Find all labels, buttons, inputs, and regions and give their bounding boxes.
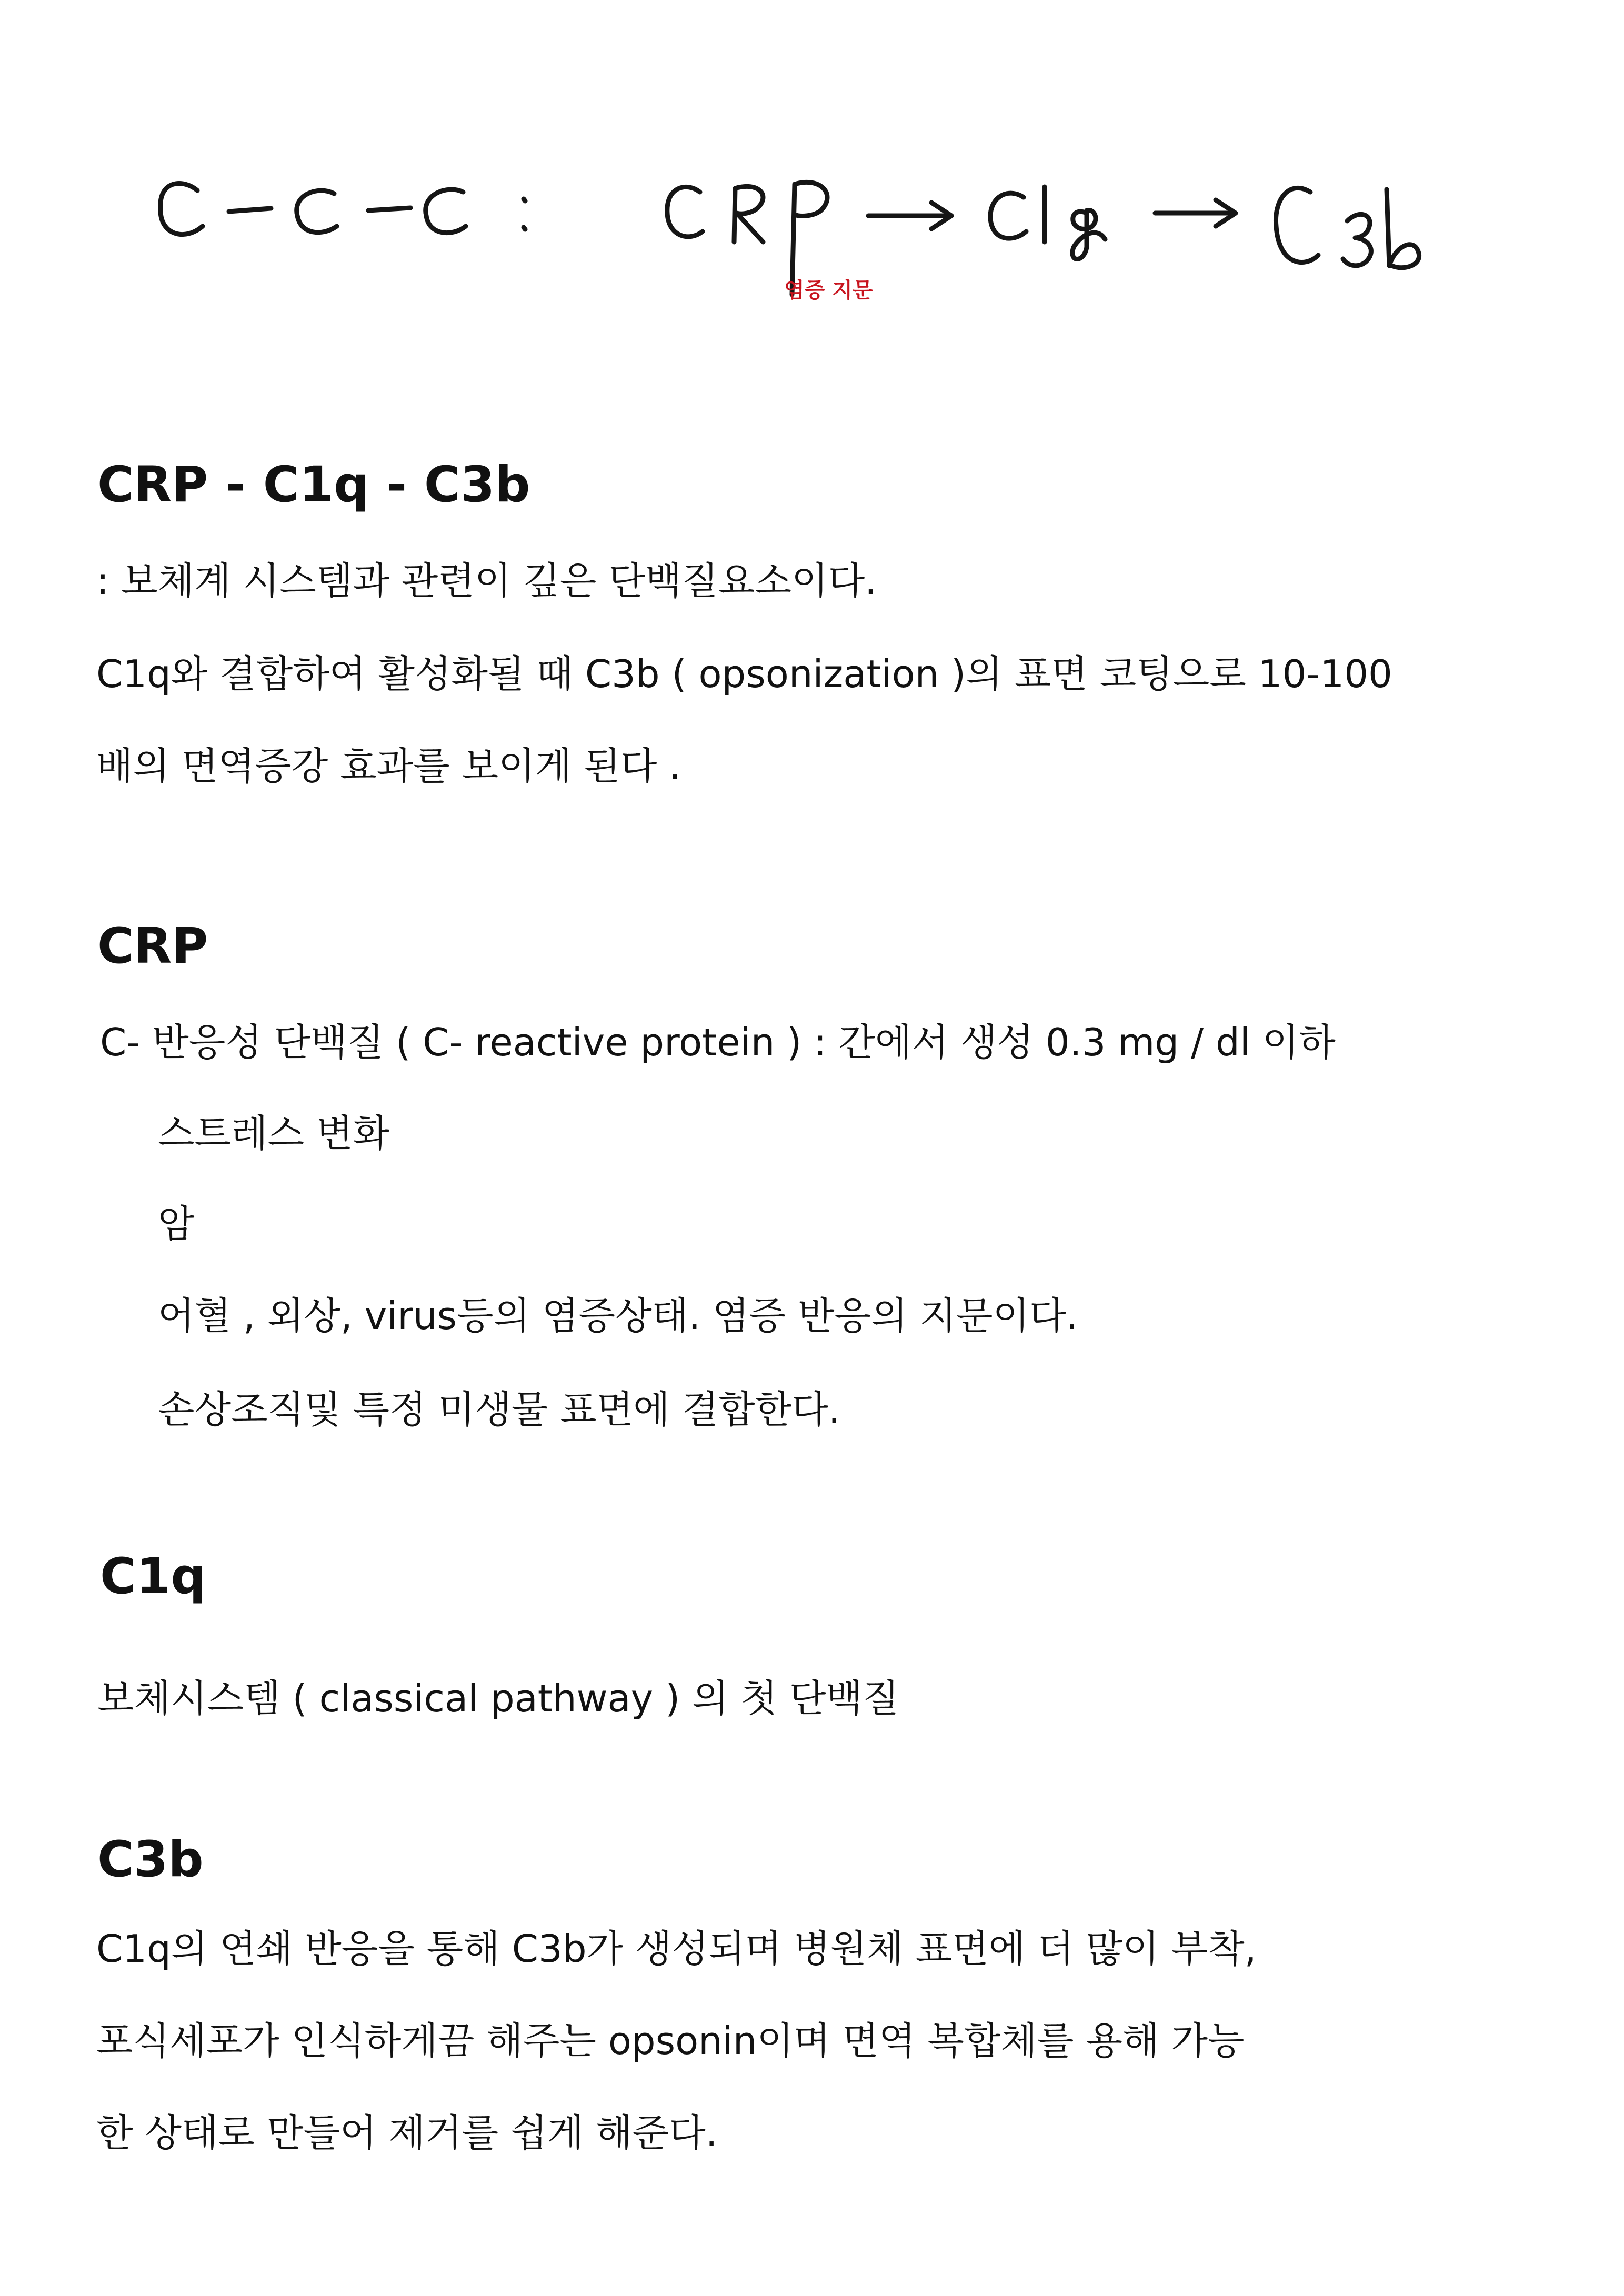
body-line: 포식세포가 인식하게끔 해주는 opsonin이며 면역 복합체를 용해 가능 — [96, 2019, 1245, 2063]
ccc-label — [161, 184, 525, 235]
inflammation-note: 염증 지문 — [784, 278, 873, 303]
list-item: 어혈 , 외상, virus등의 염증상태. 염증 반응의 지문이다. — [158, 1294, 1078, 1338]
body-line: 보체시스템 ( classical pathway ) 의 첫 단백질 — [97, 1676, 899, 1720]
body-line: 한 상태로 만들어 제거를 쉽게 해준다. — [96, 2111, 718, 2155]
handwritten-diagram — [0, 0, 1624, 368]
list-item: 손상조직및 특정 미생물 표면에 결합한다. — [158, 1387, 840, 1432]
section-heading-crp: CRP — [97, 918, 208, 975]
section-heading-crp-c1q-c3b: CRP - C1q - C3b — [97, 456, 530, 513]
list-item: 스트레스 변화 — [158, 1111, 390, 1155]
flow-node-c3b — [1276, 188, 1419, 267]
body-line: C- 반응성 단백질 ( C- reactive protein ) : 간에서 생성 0.3 mg / dl 이하 — [100, 1020, 1336, 1064]
arrow-icon — [868, 203, 951, 229]
section-heading-c1q: C1q — [100, 1548, 206, 1605]
body-line: C1q와 결합하여 활성화될 때 C3b ( opsonization )의 표면 코팅으로 10-100 — [96, 652, 1392, 696]
body-line: : 보체계 시스템과 관련이 깊은 단백질요소이다. — [96, 559, 877, 603]
flow-node-c1q — [990, 187, 1105, 259]
arrow-icon — [1155, 200, 1236, 226]
flow-node-crp — [667, 182, 827, 295]
body-line: C1q의 연쇄 반응을 통해 C3b가 생성되며 병원체 표면에 더 많이 부착, — [96, 1927, 1257, 1971]
list-item: 암 — [158, 1202, 195, 1246]
body-line: 배의 면역증강 효과를 보이게 된다 . — [96, 744, 681, 788]
section-heading-c3b: C3b — [97, 1831, 204, 1888]
